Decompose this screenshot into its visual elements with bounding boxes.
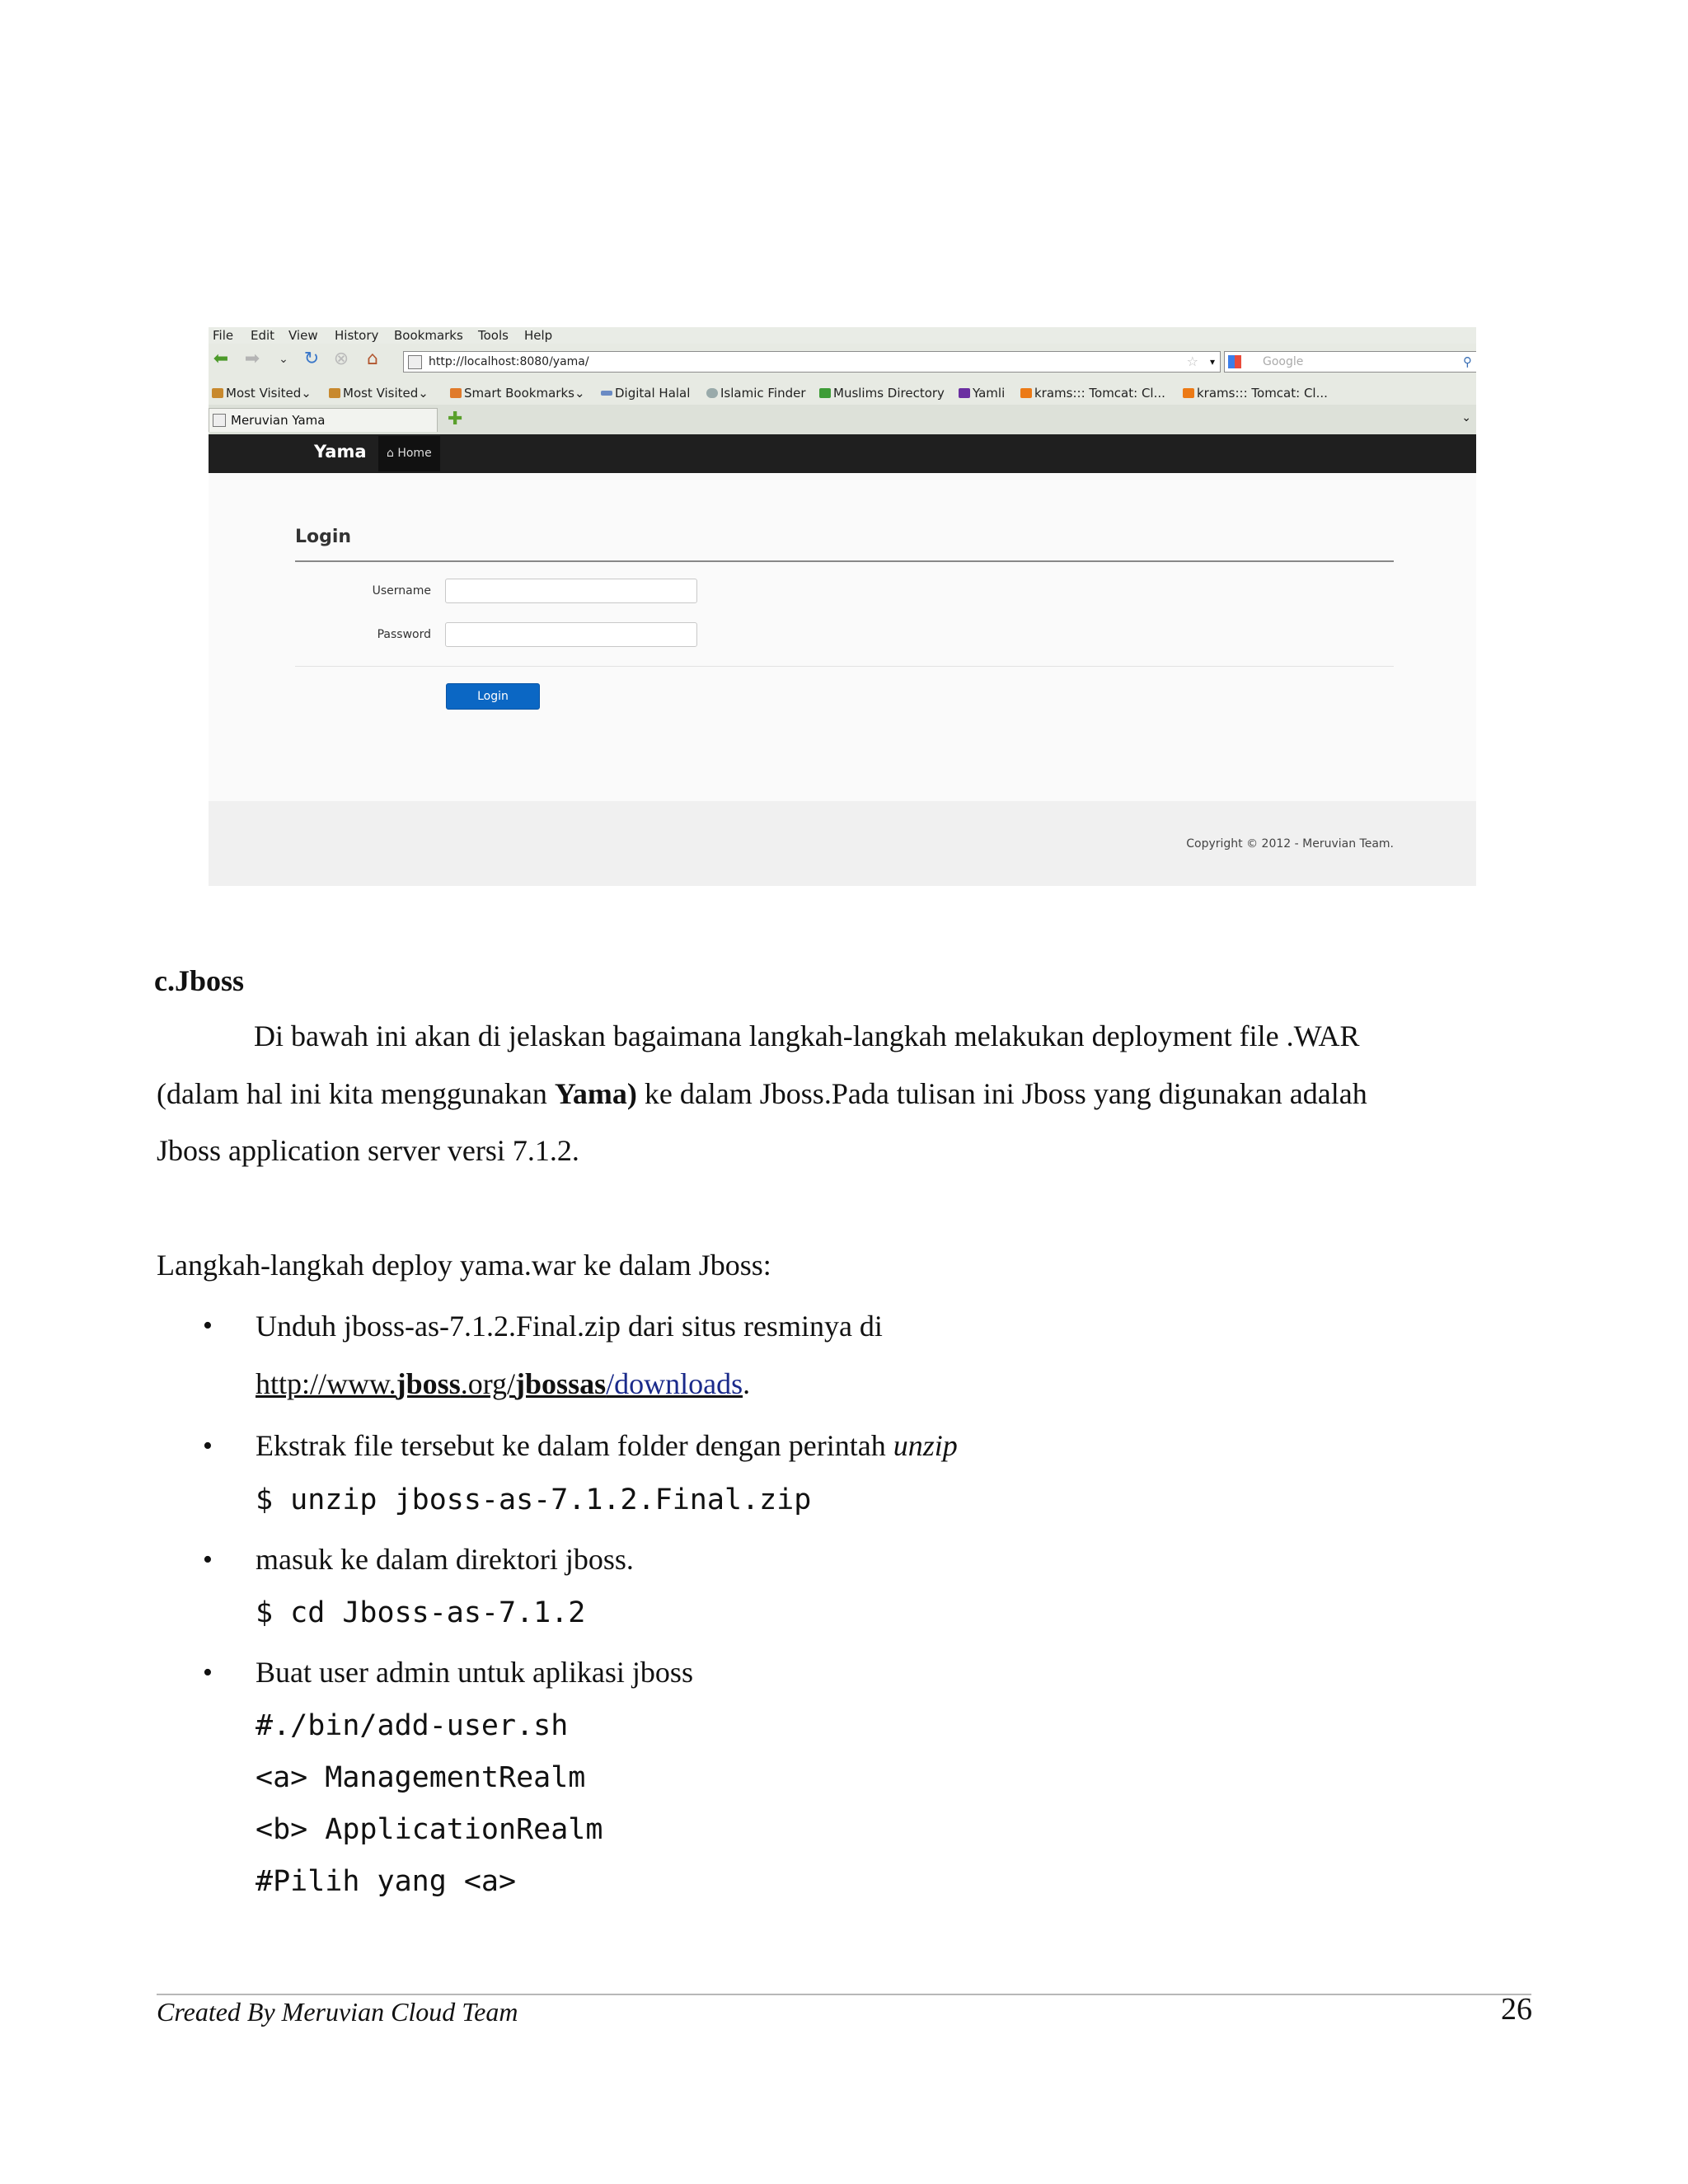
footer-credit: Created By Meruvian Cloud Team [157, 1997, 518, 2027]
step-1-period: . [743, 1367, 751, 1400]
menu-edit[interactable]: Edit [251, 328, 275, 343]
link-part-bold: jbossas [515, 1367, 607, 1400]
history-dropdown-icon[interactable]: ⌄ [279, 353, 288, 366]
search-engine-icon[interactable] [1228, 355, 1241, 368]
app-footer [209, 801, 1476, 886]
username-input[interactable] [445, 579, 697, 603]
back-icon[interactable]: ⬅ [213, 349, 229, 369]
blogger-icon [1020, 388, 1032, 398]
bookmark-star-icon[interactable]: ☆ [1186, 354, 1198, 369]
bullet-1: • [203, 1310, 213, 1341]
link-icon [601, 391, 612, 396]
login-heading: Login [295, 527, 352, 547]
stop-icon[interactable]: ⊗ [333, 349, 349, 369]
step-3-command: $ cd Jboss-as-7.1.2 [256, 1596, 586, 1629]
step-1-text: Unduh jboss-as-7.1.2.Final.zip dari situs resminya di [256, 1310, 883, 1343]
bookmark-most-visited[interactable]: Most Visited⌄ [212, 386, 312, 401]
login-button[interactable]: Login [446, 683, 540, 710]
bullet-3: • [203, 1544, 213, 1575]
bookmark-muslims-directory[interactable]: Muslims Directory [819, 386, 945, 401]
page-favicon-icon [408, 355, 422, 369]
home-icon[interactable]: ⌂ [367, 349, 378, 369]
bookmark-most-visited-2[interactable]: Most Visited⌄ [329, 386, 429, 401]
bookmark-yamli[interactable]: Yamli [959, 386, 1005, 401]
reload-icon[interactable]: ↻ [303, 349, 320, 369]
search-placeholder: Google [1263, 355, 1304, 368]
bookmark-digital-halal[interactable]: Digital Halal [601, 386, 690, 401]
app-navbar [209, 434, 1476, 473]
section-title: c.Jboss [154, 964, 245, 997]
login-divider [295, 560, 1394, 562]
footer-rule [157, 1994, 1531, 1995]
step-2-text [256, 1428, 958, 1463]
menu-help[interactable]: Help [524, 328, 553, 343]
step-2-plain: Ekstrak file tersebut ke dalam folder dengan perintah [256, 1429, 893, 1462]
url-text: http://localhost:8080/yama/ [429, 355, 589, 368]
intro-line-3: Jboss application server versi 7.1.2. [157, 1134, 579, 1167]
menu-file[interactable]: File [213, 328, 234, 343]
forward-icon[interactable]: ➡ [244, 349, 260, 369]
step-1-link-line [256, 1366, 750, 1401]
url-bar[interactable] [403, 351, 1221, 373]
folder-icon [212, 388, 223, 398]
globe-icon [706, 388, 718, 398]
username-label: Username [372, 584, 431, 598]
intro-line-2 [157, 1076, 1367, 1111]
menu-history[interactable]: History [335, 328, 379, 343]
blogger-icon [1183, 388, 1194, 398]
menu-bookmarks[interactable]: Bookmarks [394, 328, 463, 343]
url-dropdown-icon[interactable]: ▾ [1209, 356, 1215, 368]
form-divider [295, 666, 1394, 667]
bookmark-islamic-finder[interactable]: Islamic Finder [706, 386, 806, 401]
step-3-text: masuk ke dalam direktori jboss. [256, 1543, 634, 1576]
link-part: http://www. [256, 1367, 396, 1400]
bookmark-smart-bookmarks[interactable]: Smart Bookmarks⌄ [450, 386, 585, 401]
password-input[interactable] [445, 622, 697, 647]
navigation-toolbar [209, 344, 1476, 380]
app-brand[interactable]: Yama [314, 442, 367, 462]
tab-bar [209, 405, 1476, 434]
intro-text: (dalam hal ini kita menggunakan [157, 1077, 555, 1110]
new-tab-icon[interactable]: ✚ [448, 409, 463, 429]
browser-screenshot [209, 327, 1476, 886]
intro-text-end: ke dalam Jboss.Pada tulisan ini Jboss yang digunakan adalah [636, 1077, 1367, 1110]
house-icon: ⌂ [387, 447, 394, 460]
tab-list-icon[interactable]: ⌄ [1461, 411, 1471, 424]
nav-home[interactable] [378, 436, 440, 471]
menu-bar [209, 327, 1476, 344]
link-part: .org/ [460, 1367, 516, 1400]
menu-tools[interactable]: Tools [478, 328, 509, 343]
tab-favicon-icon [213, 414, 226, 427]
steps-heading: Langkah-langkah deploy yama.war ke dalam Jboss: [157, 1249, 771, 1282]
nav-home-label: Home [397, 447, 432, 460]
step-4-command-1: #./bin/add-user.sh [256, 1709, 569, 1742]
intro-line-1: Di bawah ini akan di jelaskan bagaimana langkah-langkah melakukan deployment file .WAR [254, 1019, 1360, 1052]
step-4-command-3: <b> ApplicationRealm [256, 1813, 603, 1846]
step-2-command: $ unzip jboss-as-7.1.2.Final.zip [256, 1483, 812, 1516]
bookmarks-toolbar [209, 380, 1476, 405]
password-label: Password [377, 628, 431, 641]
directory-icon [819, 388, 831, 398]
step-2-em: unzip [893, 1429, 958, 1462]
yamli-icon [959, 388, 970, 398]
search-icon[interactable]: ⚲ [1463, 354, 1472, 369]
bookmark-krams-2[interactable]: krams::: Tomcat: Cl... [1183, 386, 1328, 401]
menu-view[interactable]: View [288, 328, 318, 343]
step-4-command-2: <a> ManagementRealm [256, 1761, 586, 1794]
folder-icon [329, 388, 340, 398]
copyright-text: Copyright © 2012 - Meruvian Team. [1186, 837, 1394, 851]
tab-meruvian-yama[interactable] [209, 408, 438, 432]
bullet-2: • [203, 1431, 213, 1461]
intro-bold: Yama) [554, 1077, 637, 1110]
download-link[interactable] [256, 1367, 743, 1400]
page-number: 26 [1501, 1992, 1532, 2027]
step-4-text: Buat user admin untuk aplikasi jboss [256, 1656, 693, 1689]
link-part-tail: /downloads [606, 1367, 743, 1400]
bullet-4: • [203, 1657, 213, 1688]
step-4-command-4: #Pilih yang <a> [256, 1865, 517, 1898]
link-part-bold: jboss [396, 1367, 461, 1400]
tab-title: Meruvian Yama [231, 413, 326, 428]
bookmark-krams-1[interactable]: krams::: Tomcat: Cl... [1020, 386, 1165, 401]
smart-folder-icon [450, 388, 462, 398]
search-box[interactable] [1224, 351, 1476, 373]
